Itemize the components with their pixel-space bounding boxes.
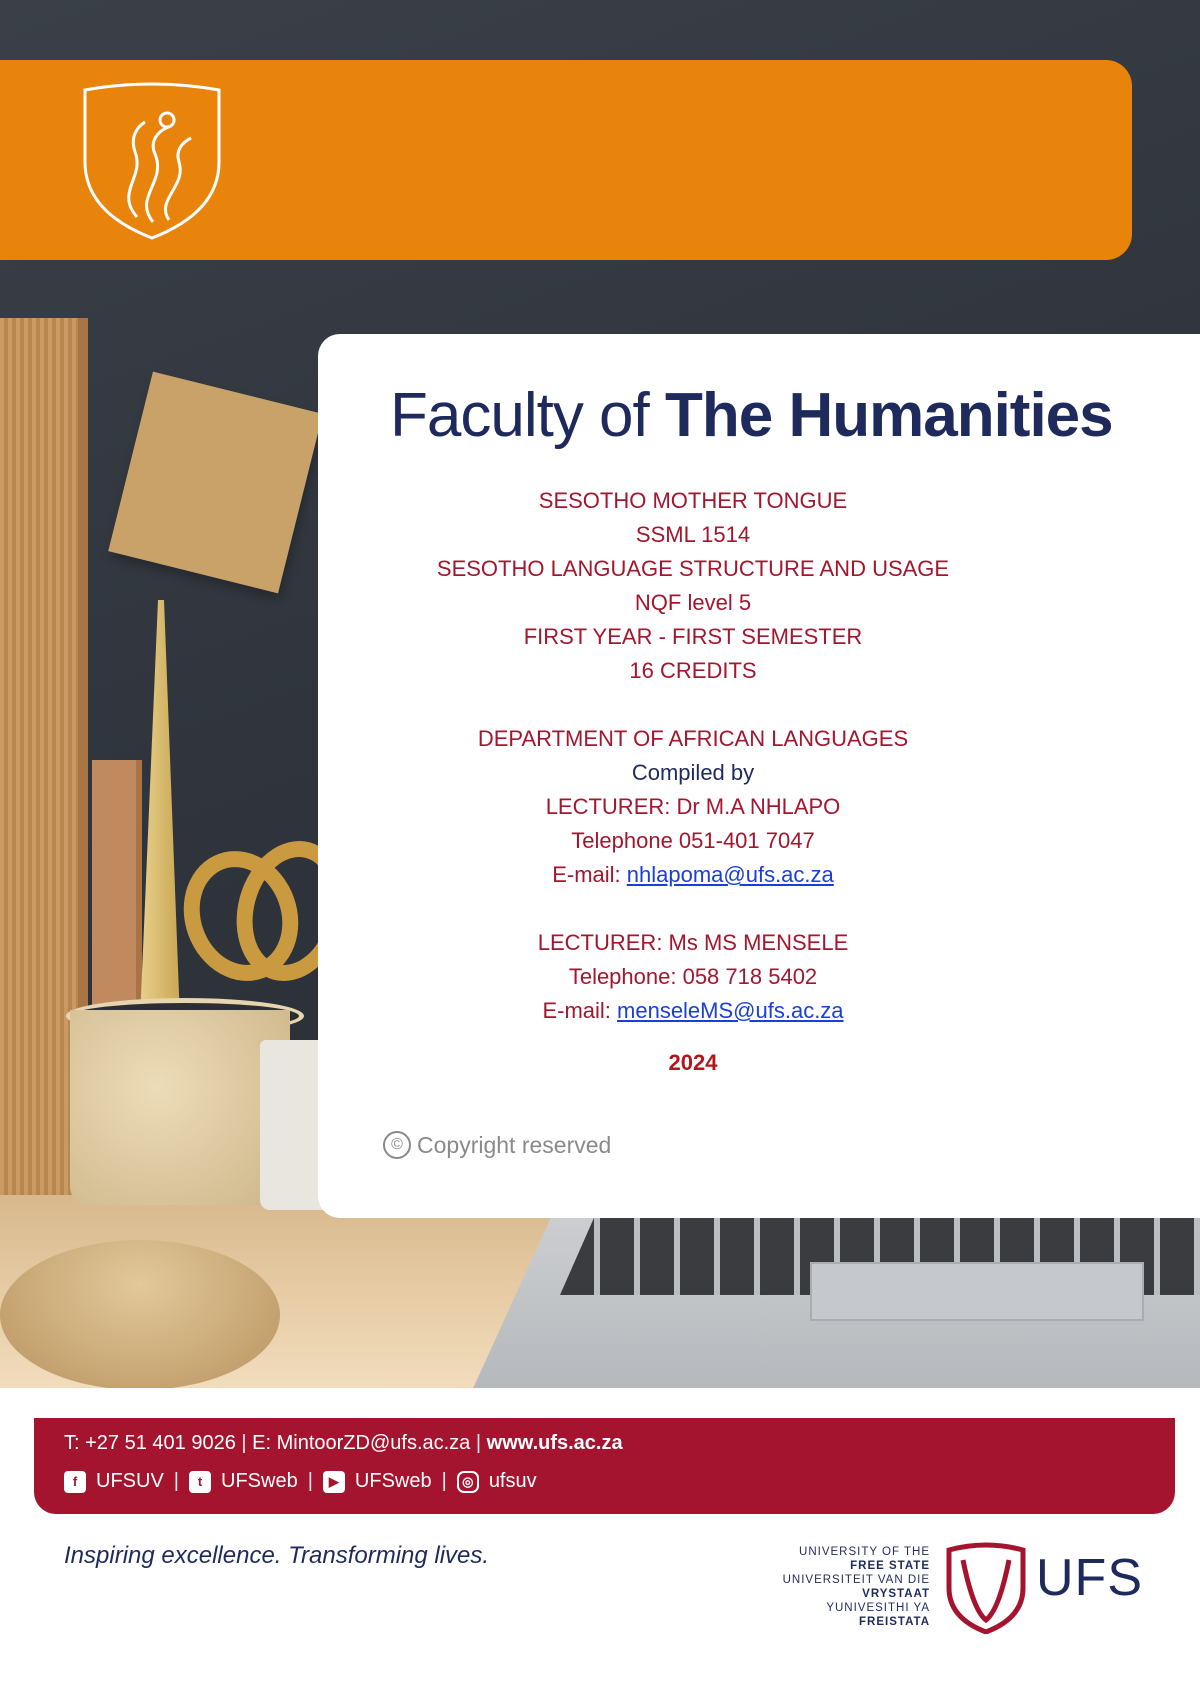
lecturer-1-email-row — [318, 858, 1068, 892]
lecturer-2-email-link[interactable]: menseleMS@ufs.ac.za — [617, 998, 844, 1023]
faculty-title — [390, 380, 1170, 451]
separator: | — [475, 1432, 482, 1454]
spacer — [318, 892, 1068, 926]
contact-line — [64, 1432, 623, 1455]
contact-bar — [34, 1418, 1175, 1514]
contact-email[interactable]: E: MintoorZD@ufs.ac.za — [252, 1432, 471, 1454]
instagram-icon: ◎ — [457, 1471, 479, 1493]
tagline: Inspiring excellence. Transforming lives. — [64, 1542, 490, 1569]
module-line-1: SESOTHO MOTHER TONGUE — [538, 488, 848, 513]
lecturer-2-name: LECTURER: Ms MS MENSELE — [537, 930, 849, 955]
sticky-note — [108, 372, 323, 594]
university-name-line-2: FREE STATE — [850, 1560, 930, 1572]
facebook-icon: f — [64, 1471, 86, 1493]
separator: | — [307, 1470, 313, 1492]
separator: | — [173, 1470, 179, 1492]
separator: | — [441, 1470, 447, 1492]
university-name-line-5: YUNIVESITHI YA — [826, 1602, 930, 1614]
social-links — [64, 1470, 537, 1493]
contact-website[interactable]: www.ufs.ac.za — [486, 1432, 623, 1454]
module-title: SESOTHO LANGUAGE STRUCTURE AND USAGE — [436, 556, 950, 581]
laptop-touchpad — [810, 1262, 1144, 1321]
brass-ruler — [140, 600, 180, 1020]
ufs-shield-flame-icon — [75, 82, 229, 242]
module-code: SSML 1514 — [635, 522, 751, 547]
copyright-text: Copyright reserved — [417, 1131, 612, 1158]
lecturer-2-email-row — [318, 994, 1068, 1028]
faculty-name: The Humanities — [665, 381, 1113, 450]
department: DEPARTMENT OF AFRICAN LANGUAGES — [477, 726, 909, 751]
spacer — [318, 688, 1068, 722]
faculty-prefix: Faculty of — [390, 381, 665, 450]
ufs-logo-shield-icon — [943, 1540, 1029, 1634]
lecturer-1-name: LECTURER: Dr M.A NHLAPO — [545, 794, 841, 819]
twitter-handle[interactable]: UFSweb — [221, 1470, 298, 1492]
instagram-handle[interactable]: ufsuv — [488, 1470, 537, 1492]
pencil-cup — [70, 1010, 290, 1205]
university-name — [760, 1545, 930, 1629]
study-period: FIRST YEAR - FIRST SEMESTER — [523, 624, 863, 649]
youtube-handle[interactable]: UFSweb — [354, 1470, 432, 1492]
lecturer-2-email-label: E-mail: — [542, 998, 618, 1023]
module-info — [318, 484, 1068, 1080]
university-name-line-3: UNIVERSITEIT VAN DIE — [782, 1574, 930, 1586]
lecturer-1-email-link[interactable]: nhlapoma@ufs.ac.za — [626, 862, 834, 887]
lecturer-1-email-label: E-mail: — [552, 862, 627, 887]
lecturer-2-phone: Telephone: 058 718 5402 — [568, 964, 818, 989]
youtube-icon: ▶ — [323, 1471, 345, 1493]
compiled-by: Compiled by — [631, 760, 755, 785]
nqf-level: NQF level 5 — [634, 590, 752, 615]
year: 2024 — [668, 1050, 718, 1075]
credits: 16 CREDITS — [629, 658, 757, 683]
round-tin — [0, 1240, 280, 1388]
university-name-line-6: FREISTATA — [859, 1616, 930, 1628]
separator: | — [241, 1432, 247, 1454]
ufs-logo-text: UFS — [1036, 1549, 1143, 1607]
copyright-icon: © — [383, 1131, 411, 1159]
university-name-line-4: VRYSTAAT — [862, 1588, 930, 1600]
facebook-handle[interactable]: UFSUV — [96, 1470, 164, 1492]
copyright-notice — [383, 1131, 611, 1159]
cardboard-prop — [0, 318, 78, 1198]
university-name-line-1: UNIVERSITY OF THE — [799, 1546, 930, 1558]
lecturer-1-phone: Telephone 051-401 7047 — [571, 828, 815, 853]
contact-phone: T: +27 51 401 9026 — [64, 1432, 236, 1454]
twitter-icon: t — [189, 1471, 211, 1493]
